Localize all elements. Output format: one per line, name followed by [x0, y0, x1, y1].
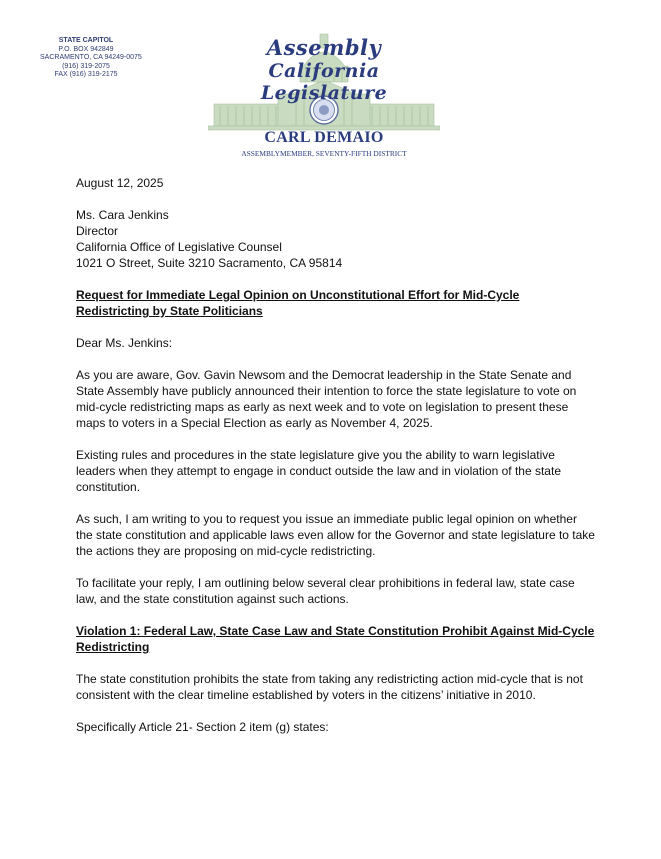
recipient-title: Director — [76, 224, 119, 238]
violation-heading: Violation 1: Federal Law, State Case Law and State Constitution Prohibit Against Mid-Cycle Redistricting — [76, 624, 595, 654]
violation-paragraph: The state constitution prohibits the state from taking any redistricting action mid-cycle that is not consistent with the clear timeline established by voters in the citizens’ initiative in 2010. — [76, 672, 583, 702]
address-line-pobox: P.O. BOX 942849 — [58, 45, 114, 53]
address-line-heading: STATE CAPITOL — [58, 37, 114, 44]
body-paragraph: As such, I am writing to you to request you issue an immediate public legal opinion on whether the state constitution and applicable laws even allow for the Governor and state legislature to take the actions they are proposing on mid-cycle redistricting. — [76, 512, 595, 558]
letter-salutation: Dear Ms. Jenkins: — [76, 336, 173, 350]
address-line-fax: FAX (916) 319-2175 — [54, 71, 118, 79]
body-paragraph: To facilitate your reply, I am outlining below several clear prohibitions in federal law, state case law, and the state constitution against such actions. — [76, 576, 575, 606]
letterhead-title-assembly: Assembly — [266, 35, 382, 60]
member-name: CARL DEMAIO — [264, 129, 384, 146]
recipient-name: Ms. Cara Jenkins — [76, 208, 169, 222]
body-paragraph: Existing rules and procedures in the state legislature give you the ability to warn legislative leaders when they attempt to engage in conduct outside the law and in violation of the state constitution. — [76, 448, 561, 494]
capitol-address-block — [40, 37, 142, 80]
recipient-block — [76, 207, 596, 271]
violation-paragraph: Specifically Article 21- Section 2 item (g) states: — [76, 720, 329, 734]
letter-body — [76, 175, 596, 751]
recipient-office: California Office of Legislative Counsel — [76, 240, 282, 254]
letter-subject: Request for Immediate Legal Opinion on Unconstitutional Effort for Mid-Cycle Redistricting by State Politicians — [76, 288, 520, 318]
body-paragraph: As you are aware, Gov. Gavin Newsom and the Democrat leadership in the State Senate and State Assembly have publicly announced their intention to force the state legislature to vote on mid-cycle redistricting maps as early as next week and to vote on legislation to present these maps to voters in a Special Election as early as November 4, 2025. — [76, 368, 577, 430]
recipient-address: 1021 O Street, Suite 3210 Sacramento, CA 95814 — [76, 256, 343, 270]
address-line-phone: (916) 319-2075 — [62, 62, 110, 70]
address-line-city: SACRAMENTO, CA 94249-0075 — [40, 54, 142, 62]
member-title: ASSEMBLYMEMBER, SEVENTY-FIFTH DISTRICT — [241, 149, 407, 158]
letter-date: August 12, 2025 — [76, 176, 164, 190]
letterhead-title-legislature: California Legislature — [260, 60, 388, 104]
letterhead-crest — [208, 26, 440, 161]
